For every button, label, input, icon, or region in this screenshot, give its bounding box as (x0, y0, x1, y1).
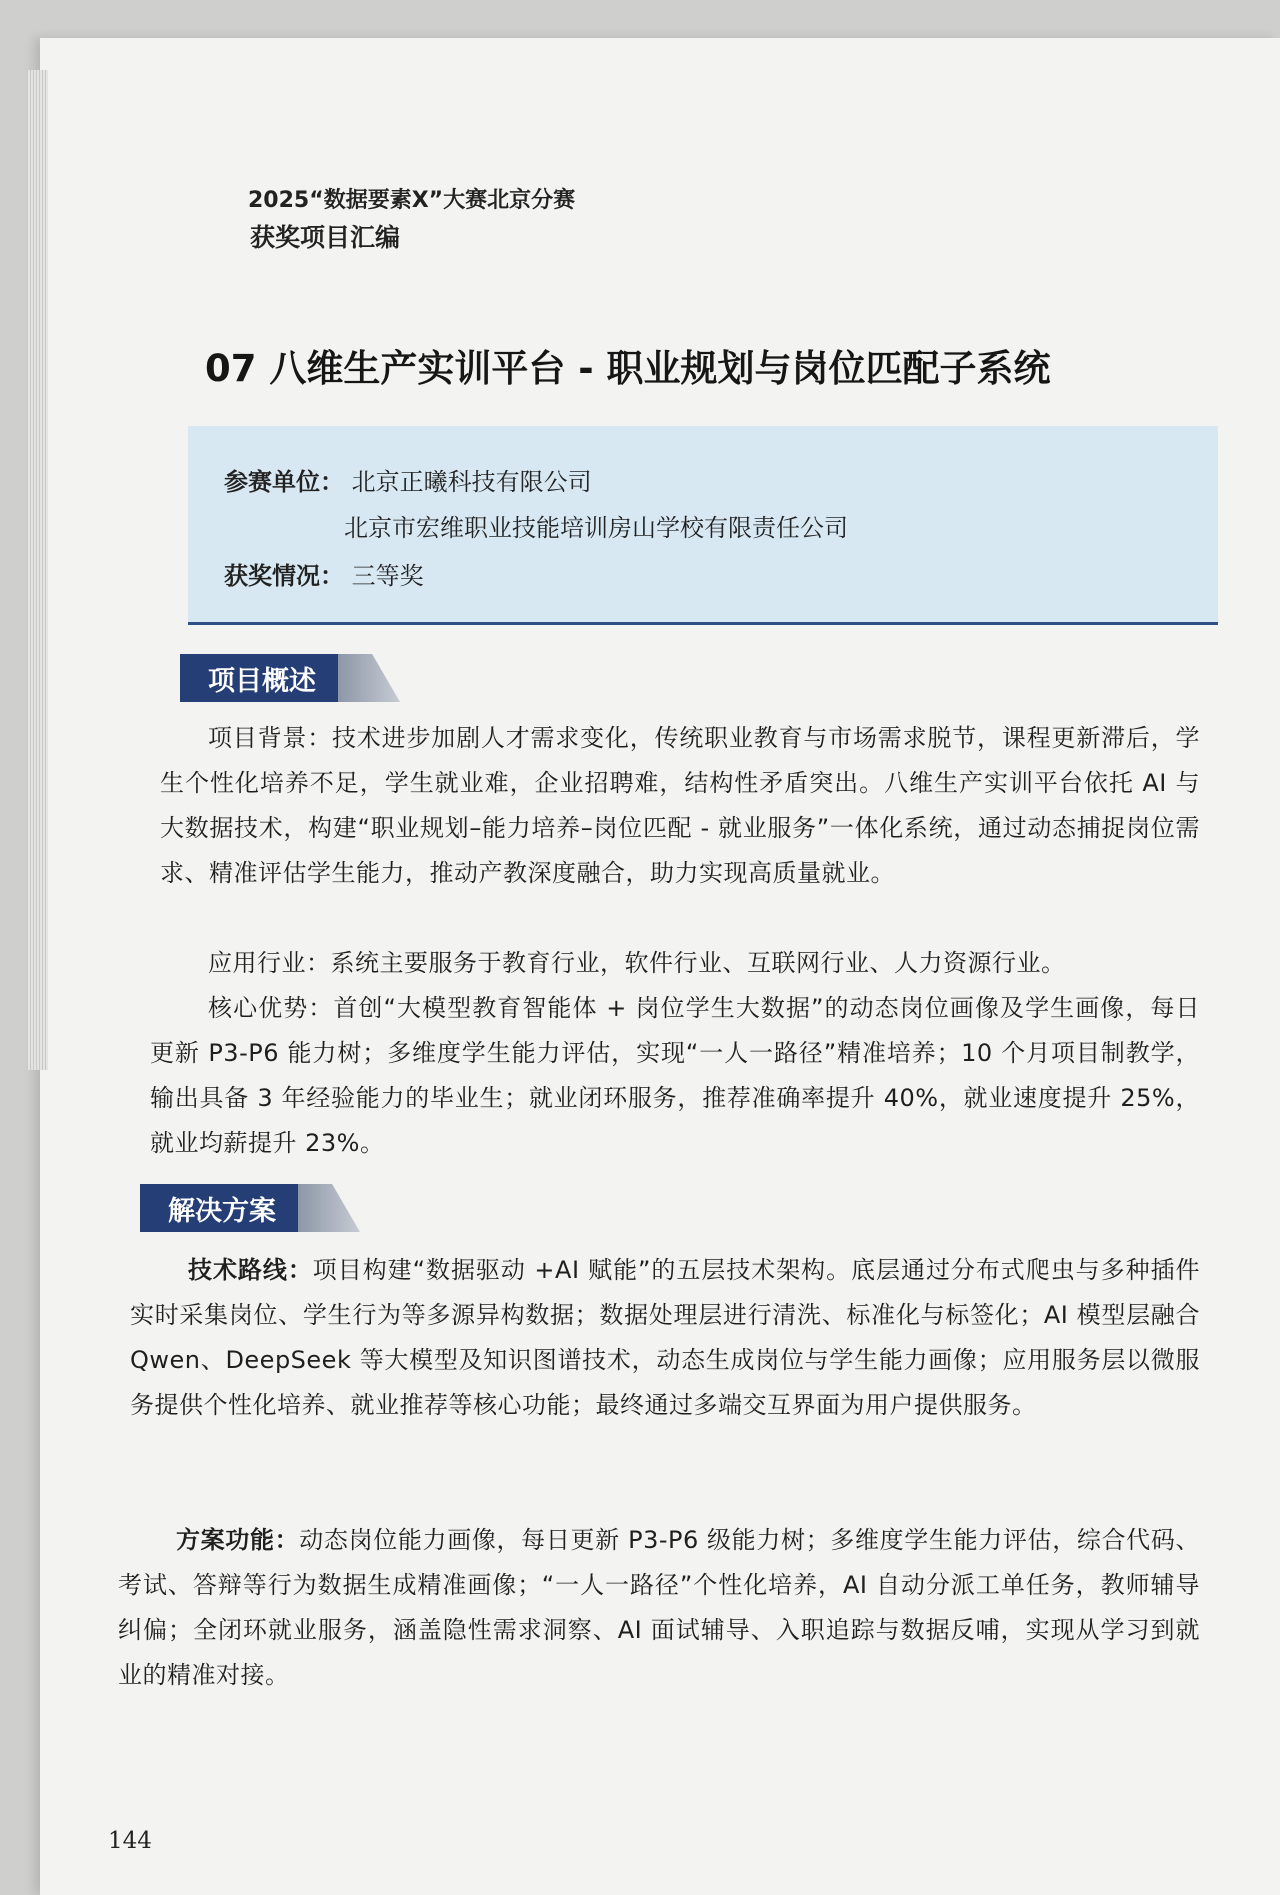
solution-function-text: 动态岗位能力画像，每日更新 P3-P6 级能力树；多维度学生能力评估，综合代码、考试、答辩等行为数据生成精准画像；“一人一路径”个性化培养，AI 自动分派工单任务，教师辅导纠偏；全闭环就业服务，涵盖隐性需求洞察、AI 面试辅导、入职追踪与数据反哺，实现从学习到就业的精准对接。 (118, 1526, 1200, 1689)
section-label-solution: 解决方案 (140, 1184, 300, 1232)
project-background: 项目背景：技术进步加剧人才需求变化，传统职业教育与市场需求脱节，课程更新滞后，学生个性化培养不足，学生就业难，企业招聘难，结构性矛盾突出。八维生产实训平台依托 AI 与大数据技术，构建“职业规划–能力培养–岗位匹配 - 就业服务”一体化系统，通过动态捕捉岗位需求、精准评估学生能力，推动产教深度融合，助力实现高质量就业。 (160, 724, 1200, 887)
award-value: 三等奖 (351, 562, 424, 590)
section-tag-tail (298, 1184, 360, 1232)
info-box (188, 426, 1218, 625)
running-header-event: 2025“数据要素Ⅹ”大赛北京分赛 (248, 188, 576, 213)
participant-row-2 (344, 508, 848, 543)
section-tag-solution (140, 1184, 360, 1232)
solution-function-paragraph (118, 1518, 1200, 1698)
participant-1: 北京正曦科技有限公司 (351, 468, 592, 496)
tech-route-paragraph (130, 1248, 1200, 1428)
book-page (40, 38, 1280, 1895)
participant-row (224, 462, 592, 497)
project-advantage: 核心优势：首创“大模型教育智能体 + 岗位学生大数据”的动态岗位画像及学生画像，每日更新 P3-P6 能力树；多维度学生能力评估，实现“一人一路径”精准培养；10 个月项目制教学，输出具备 3 年经验能力的毕业生；就业闭环服务，推荐准确率提升 40%，就业速度提升 25%，就业均薪提升 23%。 (150, 994, 1200, 1157)
participant-2: 北京市宏维职业技能培训房山学校有限责任公司 (344, 514, 848, 542)
page-number: 144 (108, 1828, 152, 1854)
solution-function-label: 方案功能： (176, 1526, 300, 1554)
tech-route-text: 项目构建“数据驱动 +AI 赋能”的五层技术架构。底层通过分布式爬虫与多种插件实时采集岗位、学生行为等多源异构数据；数据处理层进行清洗、标准化与标签化；AI 模型层融合 Qwen、DeepSeek 等大模型及知识图谱技术，动态生成岗位与学生能力画像；应用服务层以微服务提供个性化培养、就业推荐等核心功能；最终通过多端交互界面为用户提供服务。 (130, 1256, 1201, 1419)
section-label-overview: 项目概述 (180, 654, 340, 702)
award-label: 获奖情况： (224, 562, 344, 590)
participant-label: 参赛单位： (224, 468, 344, 496)
section-tag-tail (338, 654, 400, 702)
project-industry: 应用行业：系统主要服务于教育行业，软件行业、互联网行业、人力资源行业。 (208, 949, 1066, 977)
running-header-collection: 获奖项目汇编 (250, 223, 401, 252)
book-page-edges (28, 70, 48, 1070)
tech-route-label: 技术路线： (188, 1256, 313, 1284)
award-row (224, 556, 424, 591)
section-tag-overview (180, 654, 400, 702)
project-title: 07 八维生产实训平台 - 职业规划与岗位匹配子系统 (205, 347, 1051, 390)
